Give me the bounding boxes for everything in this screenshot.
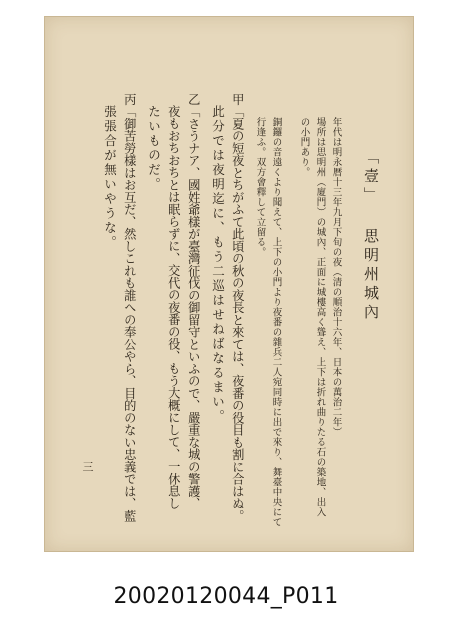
stage-note-line: 年代は明永暦十三年九月下旬の夜（清の順治十六年、日本の萬治二年） — [330, 117, 342, 437]
stage-note-line: 行逢ふ。双方會釋して立留る。 — [254, 117, 266, 257]
page-number: 三 — [81, 461, 94, 472]
stage-note-line: 銅鑼の音遠くより聞えて、上下の小門より夜番の雜兵二人宛同時に出で來り、舞臺中央にて — [270, 117, 282, 527]
image-caption: 20020120044_P011 — [113, 584, 339, 609]
dialogue-line: 丙「御苦勞樣はお互だ、然しこれも誰への奉公やら、目的のない忠義では、藍 — [122, 93, 137, 522]
stage-note-line: の小門あり。 — [298, 117, 310, 177]
dialogue-line: 張張合が無いやうな。 — [102, 105, 118, 250]
dialogue-line: たいものだ。 — [146, 105, 162, 192]
stage-note-line: 場所は思明州（廈門）の城內、正面に城樓高く聳え、上下は折れ曲りたる石の築地、出入 — [314, 117, 326, 517]
chapter-title: 「壹」 思明州城內 — [362, 149, 380, 323]
dialogue-line: 夜もおちおちとは眠らずに、交代の夜番の役、もう大概にして、一休息し — [166, 105, 181, 510]
dialogue-line: 甲「夏の短夜とちがふて此頃の秋の夜長と來ては、夜番の役目も割に合はぬ。 — [230, 93, 245, 522]
dialogue-line: 乙「さうナア、國姓爺樣が臺灣征伐の御留守といふので、嚴重な城の警護、 — [186, 93, 201, 510]
dialogue-line: 此分では夜明迄に、もう二巡はせねばなるまい。 — [210, 105, 226, 424]
book-page — [44, 16, 414, 552]
